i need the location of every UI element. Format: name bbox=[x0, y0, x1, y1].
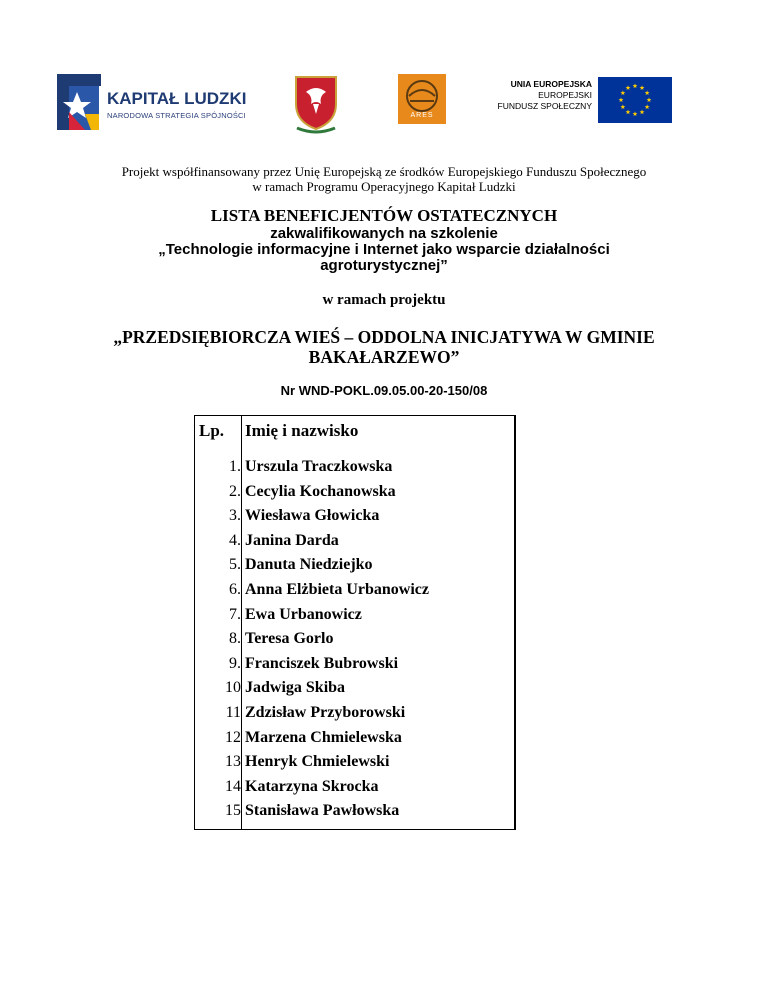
table-header-lp: Lp. bbox=[199, 421, 225, 440]
project-name-line-1: „PRZEDSIĘBIORCZA WIEŚ – ODDOLNA INICJATYWA W GMINIE bbox=[113, 327, 655, 347]
coat-of-arms-icon bbox=[291, 74, 341, 134]
table-row-number: 12 bbox=[225, 729, 241, 746]
table-row-name: Marzena Chmielewska bbox=[245, 729, 402, 746]
table-row-name: Ewa Urbanowicz bbox=[245, 606, 362, 623]
table-row-name: Cecylia Kochanowska bbox=[245, 483, 396, 500]
table-row-name: Katarzyna Skrocka bbox=[245, 778, 379, 795]
table-row-number: 10 bbox=[225, 679, 241, 696]
project-number: Nr WND-POKL.09.05.00-20-150/08 bbox=[280, 383, 488, 398]
table-row-number: 9. bbox=[229, 655, 241, 672]
table-row-number: 11 bbox=[225, 704, 241, 721]
eu-flag-icon bbox=[598, 77, 672, 123]
kapital-ludzki-title: KAPITAŁ LUDZKI bbox=[107, 89, 247, 108]
kapital-ludzki-subtitle: NARODOWA STRATEGIA SPÓJNOŚCI bbox=[107, 111, 246, 120]
table-row-number: 8. bbox=[229, 630, 241, 647]
table-row-number: 14 bbox=[225, 778, 241, 795]
eu-line-1: UNIA EUROPEJSKA bbox=[510, 79, 592, 89]
kapital-ludzki-emblem-icon bbox=[55, 72, 105, 134]
page-title: LISTA BENEFICJENTÓW OSTATECZNYCH bbox=[210, 206, 558, 225]
table-row-number: 15 bbox=[225, 802, 241, 819]
project-intro: w ramach projektu bbox=[322, 292, 446, 308]
table-border-right bbox=[514, 415, 516, 830]
table-row-number: 13 bbox=[225, 753, 241, 770]
table-header-name: Imię i nazwisko bbox=[245, 421, 359, 440]
project-name-line-2: BAKAŁARZEWO” bbox=[308, 347, 460, 367]
table-row-name: Anna Elżbieta Urbanowicz bbox=[245, 581, 429, 598]
table-border-bottom bbox=[194, 829, 516, 830]
subtitle-line-2: „Technologie informacyjne i Internet jako wsparcie działalności bbox=[158, 241, 610, 258]
table-row-number: 1. bbox=[229, 458, 241, 475]
eu-line-3: FUNDUSZ SPOŁECZNY bbox=[497, 101, 592, 111]
table-row-number: 5. bbox=[229, 556, 241, 573]
intro-line-1: Projekt współfinansowany przez Unię Europejską ze środków Europejskiego Funduszu Społecznego bbox=[121, 164, 647, 179]
table-row-name: Zdzisław Przyborowski bbox=[245, 704, 406, 721]
subtitle-line-1: zakwalifikowanych na szkolenie bbox=[270, 225, 498, 242]
table-row-name: Janina Darda bbox=[245, 532, 339, 549]
table-row-number: 4. bbox=[229, 532, 241, 549]
ares-logo bbox=[398, 74, 446, 124]
intro-line-2: w ramach Programu Operacyjnego Kapitał Ludzki bbox=[252, 179, 516, 194]
table-row-name: Franciszek Bubrowski bbox=[245, 655, 399, 672]
eu-line-2: EUROPEJSKI bbox=[538, 90, 592, 100]
table-row-name: Danuta Niedziejko bbox=[245, 556, 373, 573]
ares-label: ARES bbox=[410, 112, 434, 119]
table-row-number: 2. bbox=[229, 483, 241, 500]
table-row-name: Urszula Traczkowska bbox=[245, 458, 393, 475]
table-border-top bbox=[194, 415, 516, 416]
table-row-name: Stanisława Pawłowska bbox=[245, 802, 400, 819]
table-row-name: Henryk Chmielewski bbox=[245, 753, 390, 770]
eu-logo-text bbox=[488, 79, 592, 112]
table-row-name: Wiesława Głowicka bbox=[245, 507, 380, 524]
table-row-number: 6. bbox=[229, 581, 241, 598]
table-row-name: Teresa Gorlo bbox=[245, 630, 334, 647]
table-row-number: 7. bbox=[229, 606, 241, 623]
table-row-name: Jadwiga Skiba bbox=[245, 679, 346, 696]
table-row-number: 3. bbox=[229, 507, 241, 524]
subtitle-line-3: agroturystycznej” bbox=[320, 257, 448, 274]
kapital-ludzki-logo bbox=[55, 72, 265, 134]
